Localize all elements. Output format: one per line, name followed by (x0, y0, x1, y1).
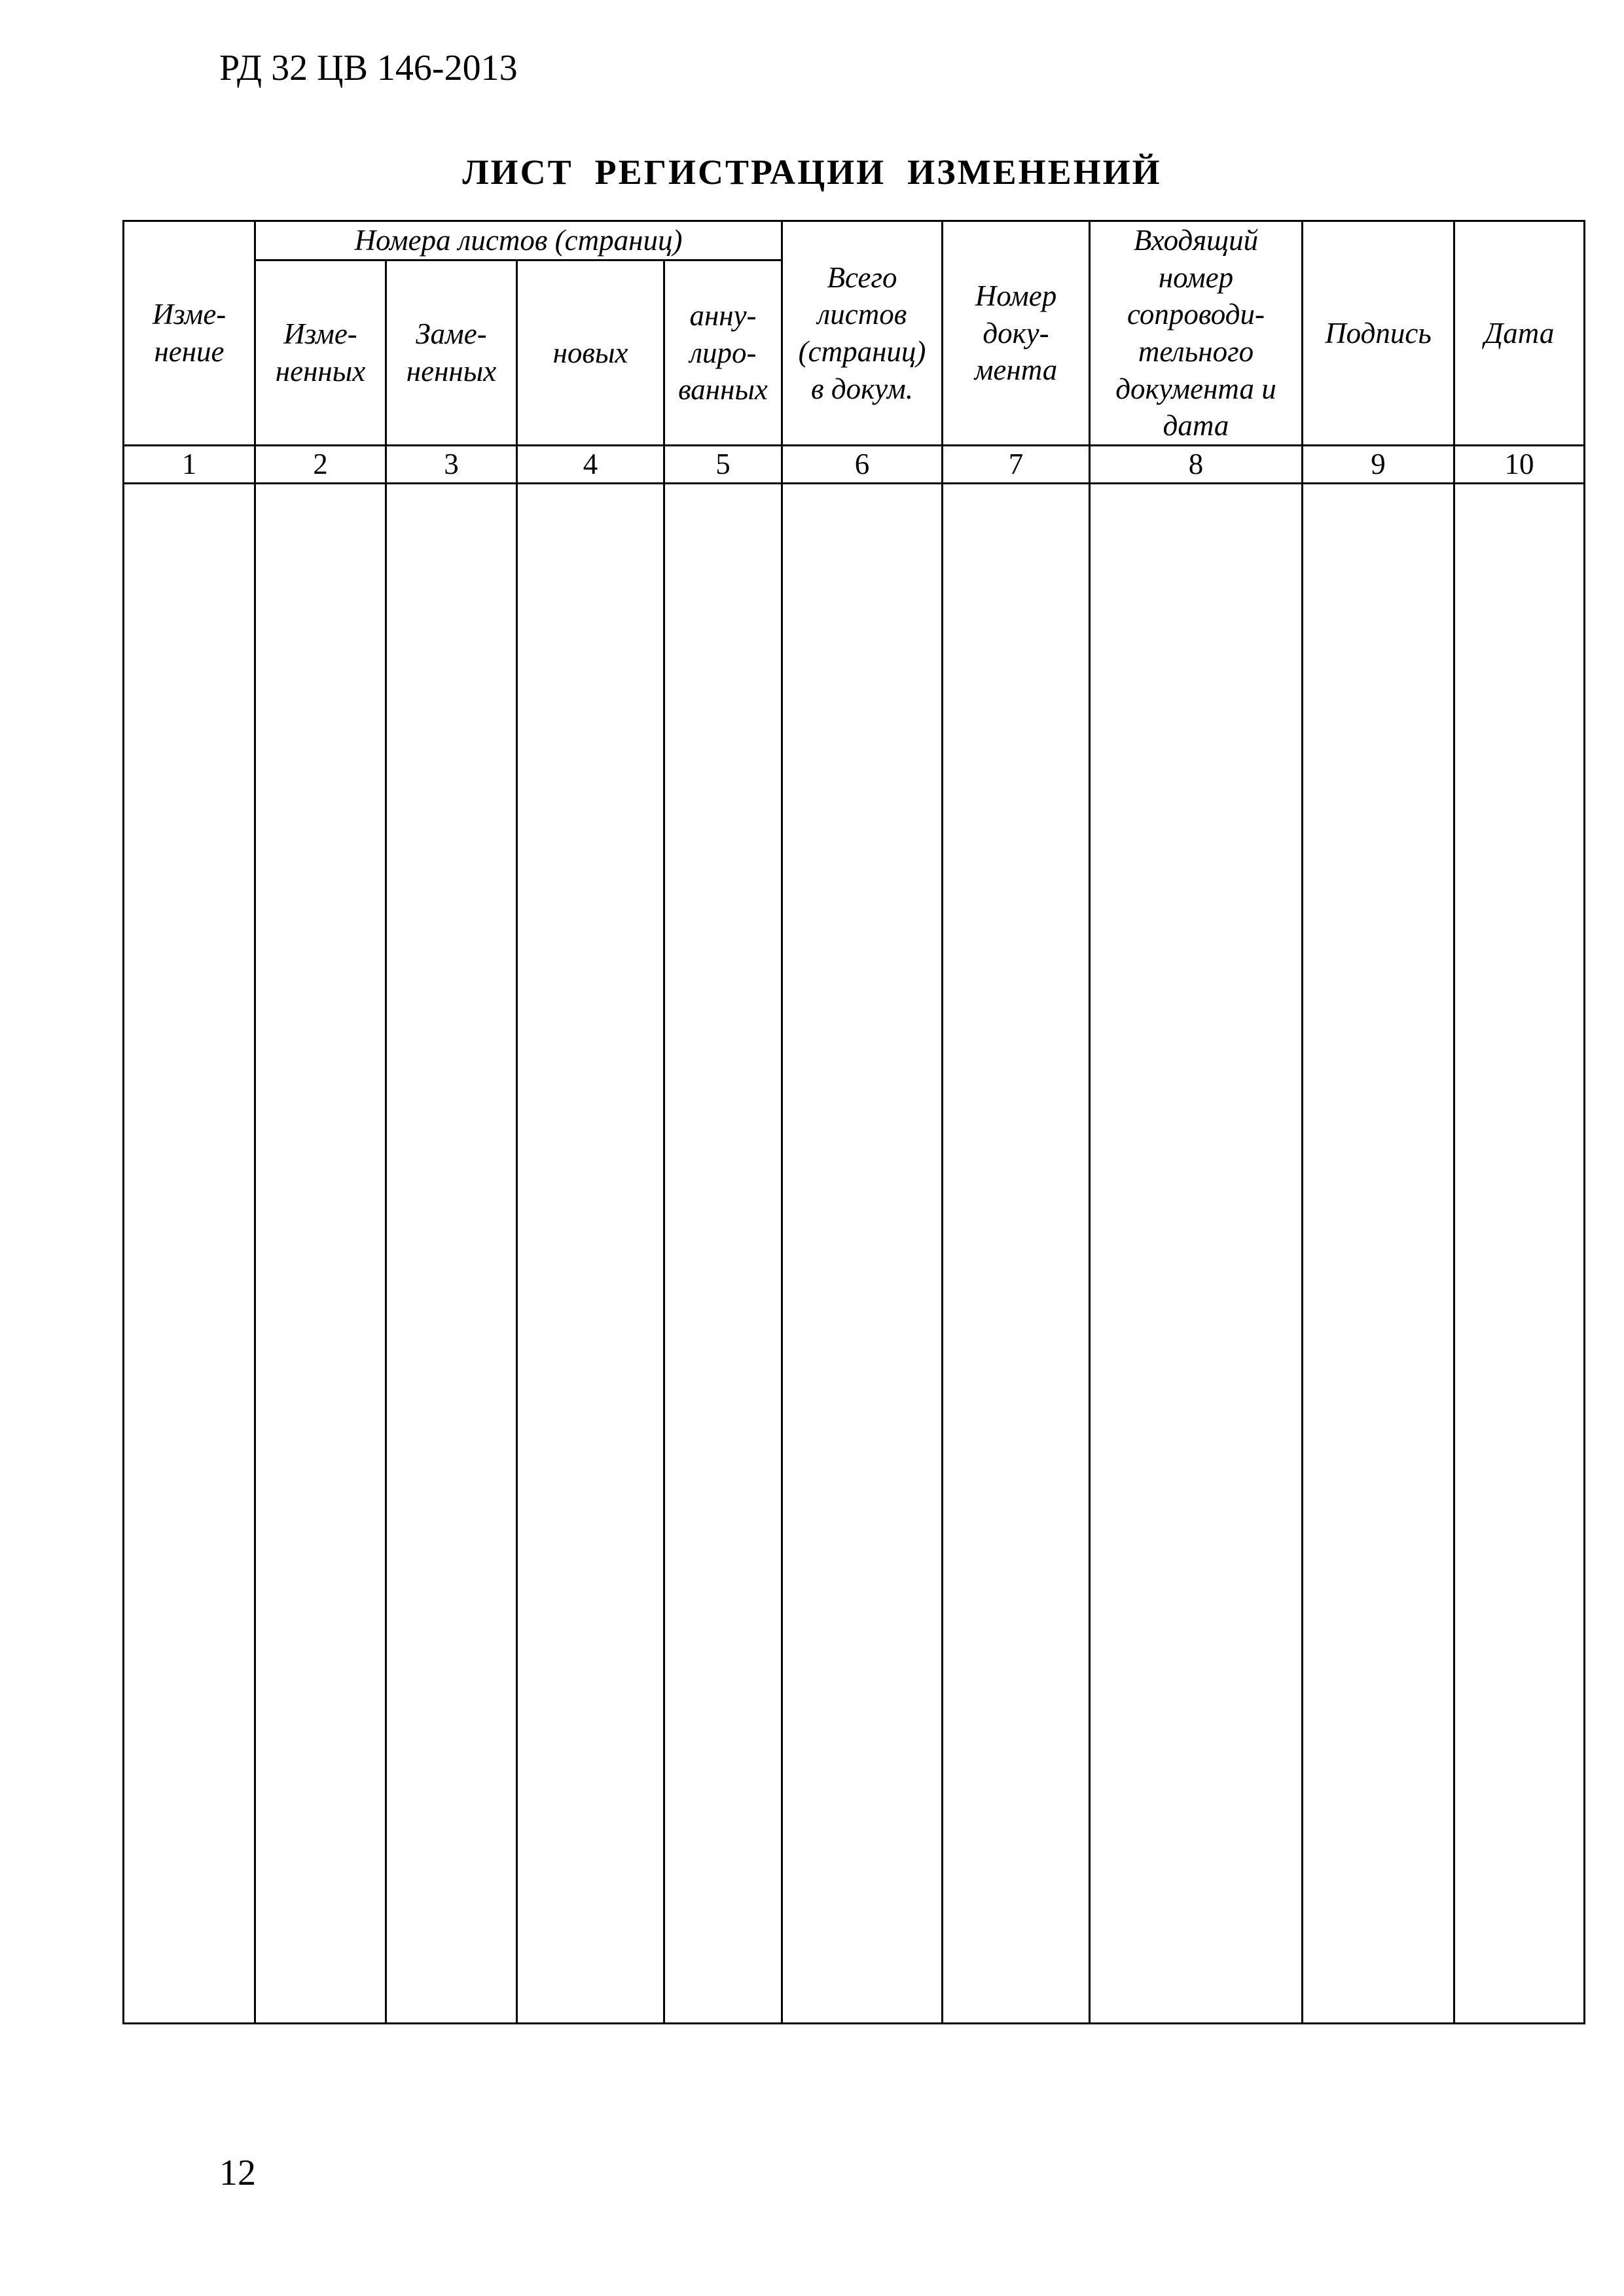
document-code: РД 32 ЦВ 146-2013 (219, 48, 518, 88)
col-change-header: Изме- нение (124, 221, 255, 446)
page-title: ЛИСТ РЕГИСТРАЦИИ ИЗМЕНЕНИЙ (462, 152, 1162, 192)
empty-entry-cell[interactable] (943, 484, 1090, 2024)
empty-entry-cell[interactable] (517, 484, 664, 2024)
empty-entry-cell[interactable] (255, 484, 386, 2024)
empty-entry-cell[interactable] (1303, 484, 1454, 2024)
column-number: 8 (1090, 446, 1303, 484)
col-total-sheets-header: Всего листов (страниц) в докум. (782, 221, 943, 446)
col-document-number-header: Номер доку- мента (943, 221, 1090, 446)
page-number: 12 (219, 2153, 256, 2193)
empty-entry-cell[interactable] (1090, 484, 1303, 2024)
empty-entry-cell[interactable] (386, 484, 517, 2024)
column-number: 10 (1454, 446, 1585, 484)
change-registration-table (122, 220, 1585, 2024)
column-number: 7 (943, 446, 1090, 484)
empty-entry-cell[interactable] (782, 484, 943, 2024)
column-number: 6 (782, 446, 943, 484)
column-number: 9 (1303, 446, 1454, 484)
column-number: 3 (386, 446, 517, 484)
column-number: 1 (124, 446, 255, 484)
col-date-header: Дата (1454, 221, 1585, 446)
col-signature-header: Подпись (1303, 221, 1454, 446)
empty-entry-cell[interactable] (664, 484, 782, 2024)
column-number: 4 (517, 446, 664, 484)
column-number: 2 (255, 446, 386, 484)
col-new-header: новых (517, 260, 664, 446)
col-annulled-header: анну- лиро- ванных (664, 260, 782, 446)
sheet-numbers-group-header: Номера листов (страниц) (255, 221, 782, 260)
column-number: 5 (664, 446, 782, 484)
empty-entry-cell[interactable] (1454, 484, 1585, 2024)
col-changed-header: Изме- ненных (255, 260, 386, 446)
col-replaced-header: Заме- ненных (386, 260, 517, 446)
col-incoming-number-header: Входящий номер сопроводи- тельного документа и дата (1090, 221, 1303, 446)
empty-entry-cell[interactable] (124, 484, 255, 2024)
